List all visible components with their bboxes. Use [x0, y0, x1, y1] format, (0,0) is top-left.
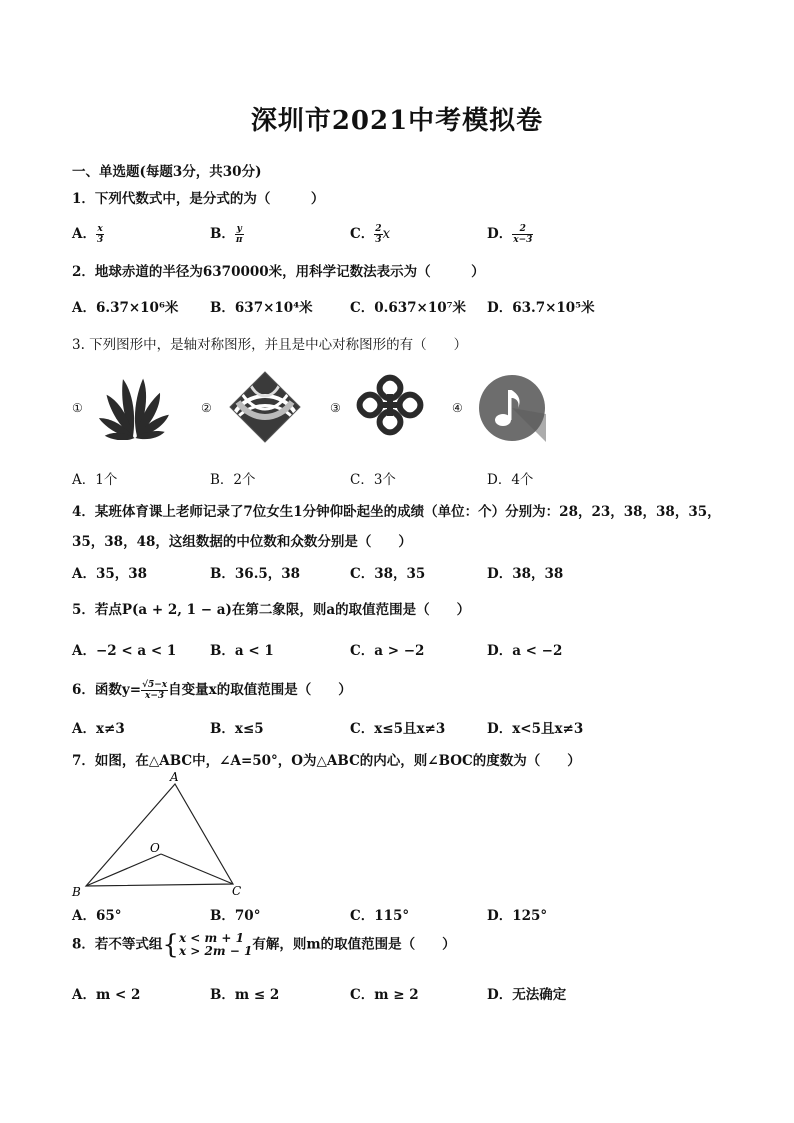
question-1-stem: 1．下列代数式中，是分式的为（ ） [72, 191, 325, 207]
q1-option-d: D． $\frac{2}{x-3}$ [487, 224, 533, 245]
question-6-stem: 6．函数y= $\frac{√5-x}{x-3}$ 自变量x的取值范围是（ ） [72, 680, 352, 701]
q2-option-a: A．6.37×10⁶米 [72, 300, 179, 316]
q3-option-c: C．3个 [350, 472, 396, 488]
vertex-label-a: A [170, 770, 179, 784]
q5-option-b: B．a < 1 [210, 643, 274, 659]
question-2-stem: 2．地球赤道的半径为6370000米，用科学记数法表示为（ ） [72, 264, 485, 280]
figure-4-number: ④ [452, 401, 463, 415]
q8-option-a: A．m < 2 [72, 987, 141, 1003]
question-7-stem: 7．如图，在△ABC中，∠A=50°，O为△ABC的内心，则∠BOC的度数为（ ） [72, 753, 581, 769]
knot-logo-icon [354, 374, 426, 438]
q3-option-a: A．1个 [72, 472, 118, 488]
q1-option-b: B． $\frac{y}{\pi}$ [210, 224, 243, 245]
q6-option-c: C．x≤5且x≠3 [350, 721, 446, 737]
q8-option-d: D．无法确定 [487, 987, 567, 1003]
q8-option-b: B．m ≤ 2 [210, 987, 280, 1003]
q4-option-b: B．36.5，38 [210, 566, 301, 582]
q3-option-d: D．4个 [487, 472, 534, 488]
q8-option-c: C．m ≥ 2 [350, 987, 419, 1003]
figure-1-number: ① [72, 401, 83, 415]
q5-option-a: A．−2 < a < 1 [72, 643, 177, 659]
q6-option-a: A．x≠3 [72, 721, 125, 737]
music-note-logo-icon [478, 374, 546, 442]
page-title: 深圳市2021中考模拟卷 [250, 106, 544, 136]
q5-option-d: D．a < −2 [487, 643, 563, 659]
question-8-stem: 8．若不等式组{ x < m + 1 x > 2m − 1 有解，则m的取值范围是（ ） [72, 930, 456, 960]
q3-option-b: B．2个 [210, 472, 256, 488]
q7-option-c: C．115° [350, 908, 410, 924]
q6-option-d: D．x<5且x≠3 [487, 721, 584, 737]
question-3-stem: 3. 下列图形中，是轴对称图形，并且是中心对称图形的有（ ） [72, 337, 468, 353]
q2-option-d: D．63.7×10⁵米 [487, 300, 595, 316]
question-4-stem-line1: 4．某班体育课上老师记录了7位女生1分钟仰卧起坐的成绩（单位：个）分别为：28，23，38，38，35， [72, 504, 721, 520]
triangle-incenter-figure [66, 768, 256, 900]
q4-option-c: C．38，35 [350, 566, 426, 582]
q4-option-a: A．35，38 [72, 566, 148, 582]
q2-option-b: B．637×10⁴米 [210, 300, 313, 316]
figure-3-number: ③ [330, 401, 341, 415]
figure-2-number: ② [201, 401, 212, 415]
vertex-label-c: C [232, 884, 242, 898]
q7-option-b: B．70° [210, 908, 261, 924]
q2-option-c: C．0.637×10⁷米 [350, 300, 467, 316]
q6-option-b: B．x≤5 [210, 721, 264, 737]
q5-option-c: C．a > −2 [350, 643, 425, 659]
q4-option-d: D．38，38 [487, 566, 564, 582]
question-5-stem: 5．若点P(a + 2, 1 − a)在第二象限，则a的取值范围是（ ） [72, 602, 471, 618]
vertex-label-b: B [72, 885, 81, 899]
q7-option-a: A．65° [72, 908, 122, 924]
q1-option-c: C． $\frac{2}{3}$ x [350, 224, 391, 245]
petal-logo-icon [97, 372, 173, 440]
point-label-o: O [150, 841, 160, 855]
diamond-swirl-logo-icon [228, 370, 302, 444]
section-heading: 一、单选题(每题3分，共30分) [72, 164, 262, 180]
q1-option-a: A． $\frac{x}{3}$ [72, 224, 104, 245]
question-4-stem-line2: 35，38，48，这组数据的中位数和众数分别是（ ） [72, 534, 412, 550]
q7-option-d: D．125° [487, 908, 548, 924]
